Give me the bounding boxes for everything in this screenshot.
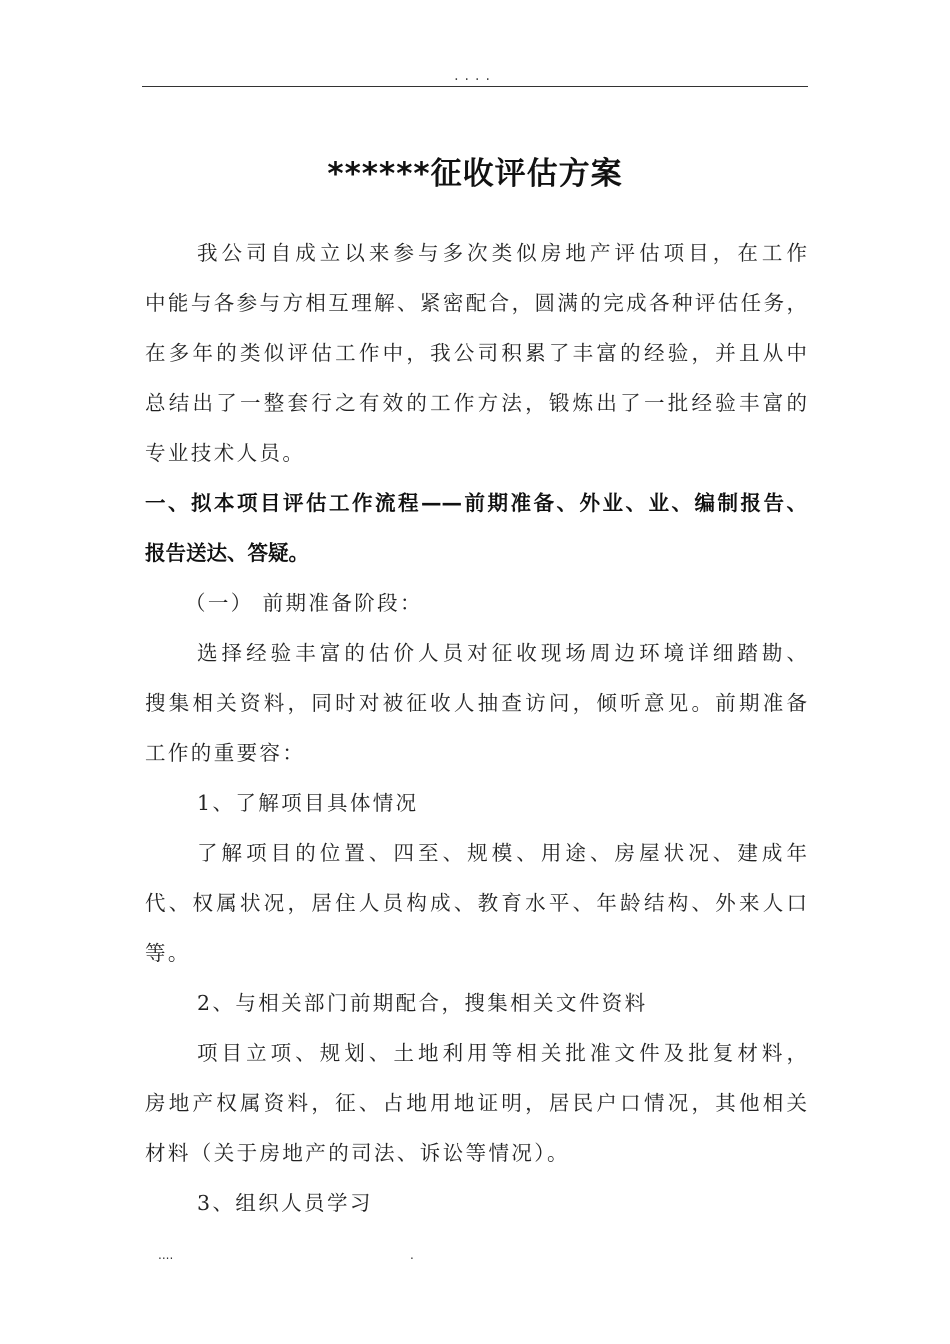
item3-heading: 3、组织人员学习 bbox=[197, 1191, 373, 1215]
item1-heading: 1、了解项目具体情况 bbox=[197, 791, 419, 815]
intro-line-3: 在多年的类似评估工作中，我公司积累了丰富的经验，并且从中 bbox=[145, 341, 807, 365]
item1-line-3: 等。 bbox=[145, 941, 191, 965]
subsection1-line-3: 工作的重要容： bbox=[145, 741, 306, 765]
intro-line-1: 我公司自成立以来参与多次类似房地产评估项目，在工作 bbox=[197, 241, 807, 265]
subsection1-heading: （一） 前期准备阶段： bbox=[185, 591, 423, 615]
subsection1-line-1: 选择经验丰富的估价人员对征收现场周边环境详细踏勘、 bbox=[197, 641, 807, 665]
footer-dots-left: .... bbox=[158, 1248, 174, 1262]
intro-line-2: 中能与各参与方相互理解、紧密配合，圆满的完成各种评估任务， bbox=[145, 291, 807, 315]
header-dots: .... bbox=[454, 68, 496, 84]
item2-line-1: 项目立项、规划、土地利用等相关批准文件及批复材料， bbox=[197, 1041, 807, 1065]
intro-line-5: 专业技术人员。 bbox=[145, 441, 306, 465]
document-title: ******征收评估方案 bbox=[327, 156, 623, 192]
document-body bbox=[145, 228, 807, 1228]
intro-line-4: 总结出了一整套行之有效的工作方法，锻炼出了一批经验丰富的 bbox=[145, 391, 807, 415]
item1-line-1: 了解项目的位置、四至、规模、用途、房屋状况、建成年 bbox=[197, 841, 807, 865]
section1-heading-line-1: 一、拟本项目评估工作流程——前期准备、外业、业、编制报告、 bbox=[145, 491, 807, 515]
item2-line-3: 材料（关于房地产的司法、诉讼等情况）。 bbox=[145, 1141, 570, 1165]
footer-dot-middle: . bbox=[410, 1248, 414, 1262]
subsection1-line-2: 搜集相关资料，同时对被征收人抽查访问，倾听意见。前期准备 bbox=[145, 691, 807, 715]
item1-line-2: 代、权属状况，居住人员构成、教育水平、年龄结构、外来人口 bbox=[145, 891, 807, 915]
header-rule bbox=[142, 86, 808, 87]
item2-line-2: 房地产权属资料，征、占地用地证明，居民户口情况，其他相关 bbox=[145, 1091, 807, 1115]
section1-heading-line-2: 报告送达、答疑。 bbox=[145, 541, 309, 565]
item2-heading: 2、与相关部门前期配合，搜集相关文件资料 bbox=[197, 991, 648, 1015]
